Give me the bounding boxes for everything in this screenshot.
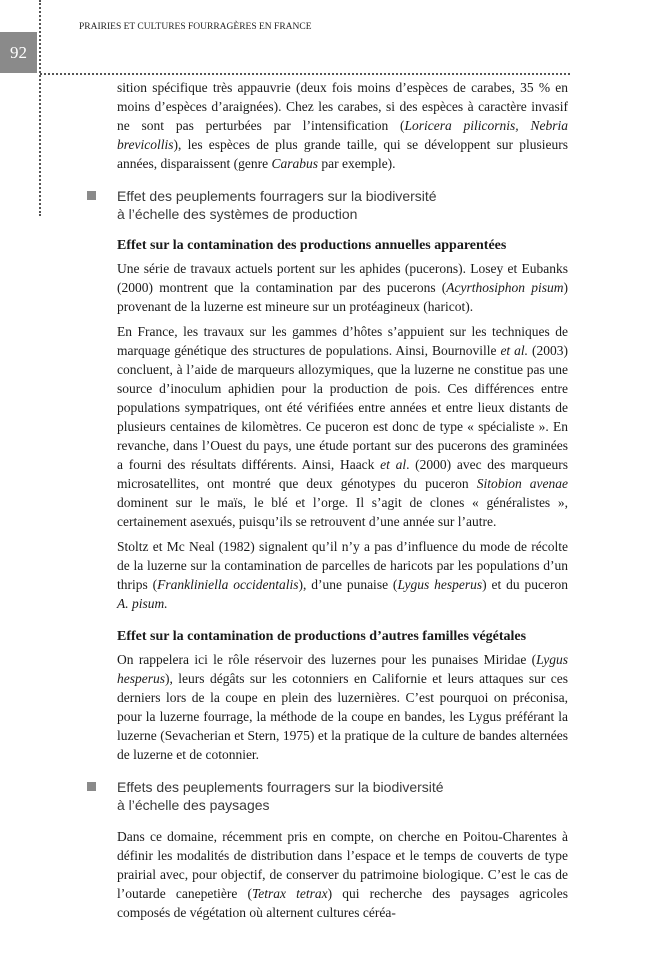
text-run: En France, les travaux sur les gammes d’hôtes s’appuient sur les techniques de marquage génétique des structures de populations. Ainsi, Bournoville bbox=[117, 324, 568, 358]
margin-dotted-line-vertical bbox=[39, 0, 41, 216]
text-run: sition spécifique très appauvrie (deux fois moins d’espèces de carabes, 35 % en moins d’espèces d’araignées). Chez les carabes, si des espèces à caractère invasif ne sont pas perturbées par l’intensification ( bbox=[117, 80, 568, 133]
italic-text: Carabus bbox=[271, 156, 318, 171]
text-run: ), leurs dégâts sur les cotonniers en Californie et leurs attaques sur ces derniers lors de la coupe en plein des luzernières. C’est pourquoi on préconisa, pour la luzerne fourrage, la méthode de la coupe en bandes, les Lygus préférant la luzerne (Sevacherian et Stern, 1975) et la pratique de la culture de bandes alternées de luzerne et de cotonnier. bbox=[117, 671, 568, 762]
paragraph bbox=[117, 322, 568, 531]
text-run: ) qui recherche des paysages agricoles composés de végétation où alternent cultures céréa- bbox=[117, 886, 569, 920]
subsection-heading: Effet sur la contamination des productions annuelles apparentées bbox=[117, 238, 507, 253]
text-run: ) provenant de la luzerne est mineure sur un protéagineux (haricot). bbox=[117, 280, 568, 314]
italic-text: A. pisum. bbox=[117, 596, 168, 611]
paragraph bbox=[117, 78, 568, 173]
section-heading bbox=[100, 778, 568, 814]
spacer bbox=[117, 619, 568, 627]
subsection-heading: Effet sur la contamination de productions d’autres familles végétales bbox=[117, 629, 527, 644]
italic-text: Lygus hesperus bbox=[397, 577, 483, 592]
text-run: On rappelera ici le rôle réservoir des luzernes pour les punaises Miridae ( bbox=[117, 652, 537, 667]
text-run: Stoltz et Mc Neal (1982) signalent qu’il n’y a pas d’influence du mode de récolte de la luzerne sur la contamination de parcelles de haricots par les populations d’un thrips ( bbox=[117, 539, 568, 592]
section-heading-line: Effet des peuplements fourragers sur la biodiversité bbox=[117, 188, 437, 204]
italic-text: Sitobion avenae bbox=[476, 476, 568, 491]
square-bullet-icon bbox=[87, 782, 96, 791]
paragraph bbox=[117, 827, 568, 922]
section-heading-line: à l’échelle des paysages bbox=[117, 797, 270, 813]
paragraph bbox=[117, 650, 568, 764]
text-run: ), les espèces de plus grande taille, qui se développent sur plusieurs années, disparaissent (genre bbox=[117, 137, 568, 171]
italic-text: Acyrthosiphon pisum bbox=[446, 280, 564, 295]
text-column bbox=[117, 78, 568, 928]
italic-text: Lygus hesperus bbox=[117, 652, 568, 686]
paragraph bbox=[117, 537, 568, 613]
page-number: 92 bbox=[0, 32, 37, 73]
text-run: ) et du puceron bbox=[482, 577, 568, 592]
text-run: Une série de travaux actuels portent sur les aphides (pucerons). Losey et Eubanks (2000) montrent que la contamination par des pucerons ( bbox=[117, 261, 568, 295]
italic-text: et al. bbox=[500, 343, 529, 358]
italic-text: Loricera pilicornis, Nebria brevicollis bbox=[117, 118, 568, 152]
italic-text: Frankliniella occidentalis bbox=[157, 577, 299, 592]
paragraph bbox=[117, 259, 568, 316]
text-run: par exemple). bbox=[317, 156, 396, 171]
section-heading bbox=[100, 187, 568, 223]
section-heading-line: Effets des peuplements fourragers sur la biodiversité bbox=[117, 779, 444, 795]
italic-text: et al bbox=[380, 457, 407, 472]
section-heading-line: à l’échelle des systèmes de production bbox=[117, 206, 358, 222]
text-run: (2003) concluent, à l’aide de marqueurs allozymiques, que la luzerne ne constitue pas une source d’inoculum aphidien pour la production de pois. Ces différences entre populations sympatriques, ont été vérifiées entre années et entre lieux distants de plusieurs centaines de kilomètres. Ce puceron est donc de type « spécialiste ». En revanche, dans l’Ouest du pays, une étude portant sur des pucerons des graminées a fourni des résultats différents. Ainsi, Haack bbox=[117, 343, 568, 472]
text-run: dominent sur le maïs, le blé et l’orge. Il s’agit de clones « généralistes », certainement asexués, puisqu’ils se retrouvent d’une année sur l’autre. bbox=[117, 495, 568, 529]
square-bullet-icon bbox=[87, 191, 96, 200]
text-run: ), d’une punaise ( bbox=[298, 577, 398, 592]
text-run: . (2000) avec des marqueurs microsatellites, ont montré que deux génotypes du puceron bbox=[117, 457, 568, 491]
italic-text: Tetrax tetrax bbox=[251, 886, 328, 901]
running-title: PRAIRIES ET CULTURES FOURRAGÈRES EN FRANCE bbox=[79, 22, 312, 32]
header-dotted-rule bbox=[40, 73, 570, 75]
text-run: Dans ce domaine, récemment pris en compte, on cherche en Poitou-Charentes à définir les modalités de distribution dans l’espace et le temps de couverts de type prairial avec, pour objectif, de conserver du patrimoine biologique. C’est le cas de l’outarde canepetière ( bbox=[117, 829, 568, 901]
